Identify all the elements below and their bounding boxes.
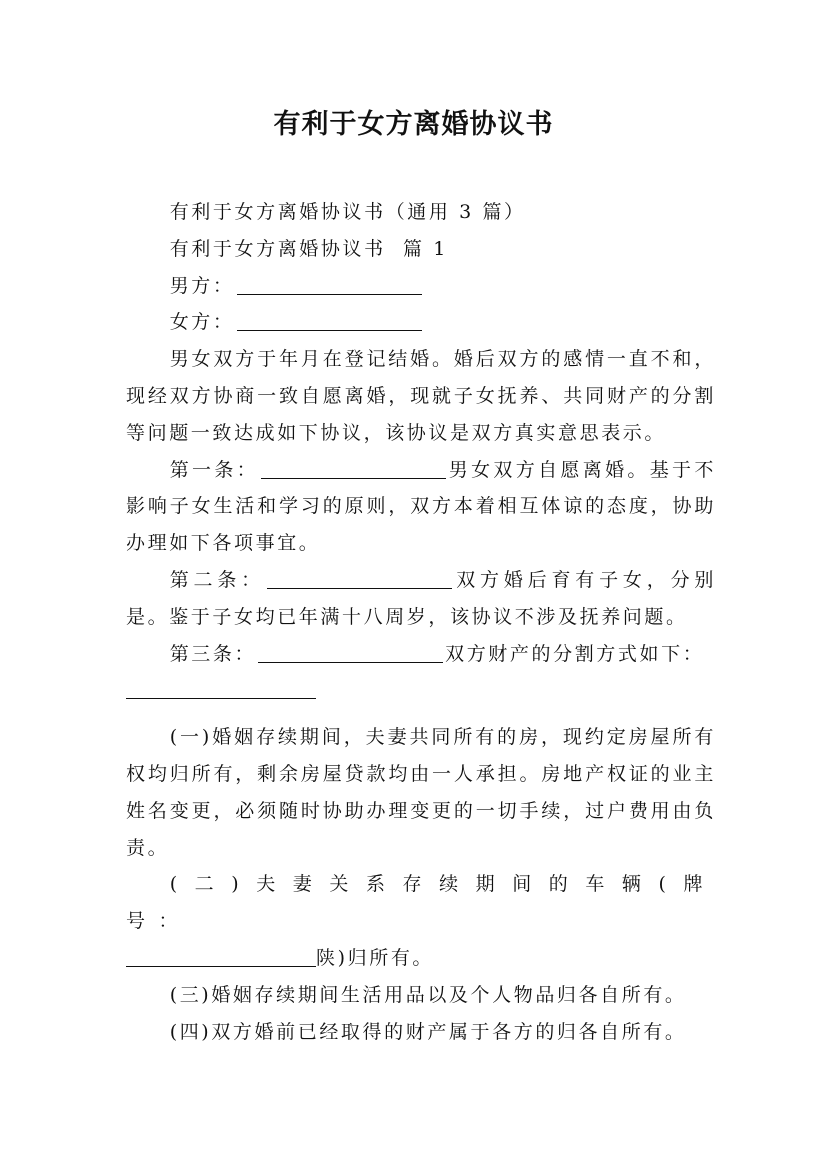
item-2-blank [126,947,316,967]
article-3-trailing-blank [126,679,316,699]
item-2-prefix: (二)夫妻关系存续期间的车辆(牌号： [126,873,716,933]
article-2-blank [267,569,452,589]
article-2-label: 第二条： [169,568,265,591]
female-blank [237,311,422,331]
item-3: (三)婚姻存续期间生活用品以及个人物品归各自所有。 [169,983,687,1006]
article-3 [126,636,716,673]
article-1-blank [261,459,446,479]
article-3-label: 第三条： [169,642,257,665]
article-2-text: 双方婚后育有子女，分别是。鉴于子女均已年满十八周岁，该协议不涉及抚养问题。 [126,568,716,628]
male-label: 男方： [169,274,235,297]
article-2 [126,562,716,636]
article-3-text: 双方财产的分割方式如下： [445,642,705,665]
document-subtitle: 有利于女方离婚协议书（通用 3 篇） [169,201,526,223]
female-label: 女方： [169,311,235,334]
article-1-label: 第一条： [169,458,260,481]
article-3-continuation [126,672,716,709]
female-party-line [126,304,716,341]
item-1: (一)婚姻存续期间，夫妻共同所有的房，现约定房屋所有权均归所有，剩余房屋贷款均由一人承担。房地产权证的业主姓名变更，必须随时协助办理变更的一切手续，过户费用由负责。 [126,726,716,859]
male-party-line [126,268,716,305]
item-2 [126,866,716,940]
intro-paragraph: 男女双方于年月在登记结婚。婚后双方的感情一直不和，现经双方协商一致自愿离婚，现就子女抚养、共同财产的分割等问题一致达成如下协议，该协议是双方真实意思表示。 [126,348,716,444]
item-2-continuation [126,940,716,977]
article-1 [126,452,716,562]
item-2-suffix: 陕)归所有。 [316,946,435,969]
article-1-text: 男女双方自愿离婚。基于不影响子女生活和学习的原则，双方本着相互体谅的态度，协助办理如下各项事宜。 [126,458,716,555]
item-4: (四)双方婚前已经取得的财产属于各方的归各自所有。 [169,1020,687,1043]
section-heading: 有利于女方离婚协议书 篇 1 [169,237,448,260]
document-body [126,194,716,1050]
article-3-blank [258,643,443,663]
document-title: 有利于女方离婚协议书 [273,109,554,140]
male-blank [237,275,422,295]
